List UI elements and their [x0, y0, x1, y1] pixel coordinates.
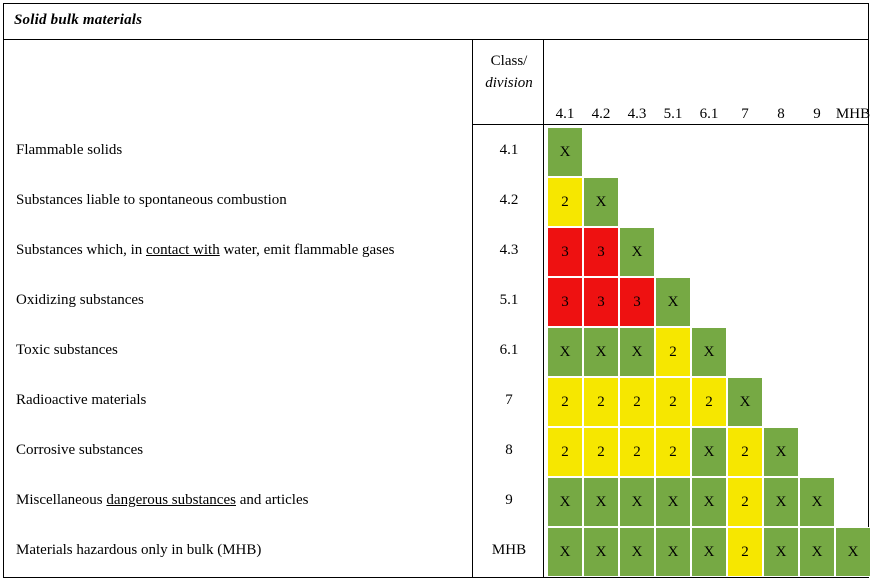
row-class-number: 6.1 [499, 342, 519, 358]
matrix-cell: X [763, 427, 799, 477]
matrix-cell: 2 [547, 177, 583, 227]
matrix-cell: 2 [727, 477, 763, 527]
row-class-number: 4.3 [499, 242, 519, 258]
matrix-cell: 2 [655, 327, 691, 377]
class-division-line2: division [485, 75, 533, 91]
matrix-cell: X [799, 477, 835, 527]
matrix-cell: X [619, 227, 655, 277]
matrix-cell: 2 [727, 527, 763, 577]
matrix-cell: 2 [547, 427, 583, 477]
class-division-line1: Class/ [490, 53, 528, 69]
matrix-cell: 2 [727, 427, 763, 477]
column-header: MHB [835, 106, 871, 122]
matrix-cell: 2 [619, 377, 655, 427]
row-class-number: 4.2 [499, 192, 519, 208]
matrix-cell: X [655, 477, 691, 527]
row-label: Miscellaneous dangerous substances and articles [16, 492, 309, 508]
row-label: Oxidizing substances [16, 292, 144, 308]
matrix-cell: X [547, 477, 583, 527]
matrix-cell: 3 [583, 227, 619, 277]
matrix-cell: X [763, 477, 799, 527]
matrix-cell: 3 [547, 227, 583, 277]
matrix-cell: X [547, 527, 583, 577]
matrix-cell: X [583, 477, 619, 527]
matrix-cell: X [583, 527, 619, 577]
matrix-cell: 2 [655, 377, 691, 427]
matrix-cell: X [619, 527, 655, 577]
column-header: 5.1 [663, 106, 683, 122]
matrix-cell: 2 [691, 377, 727, 427]
matrix-cell: 2 [619, 427, 655, 477]
column-header: 4.3 [627, 106, 647, 122]
matrix-cell: X [583, 177, 619, 227]
matrix-cell: X [547, 327, 583, 377]
matrix-cell: X [691, 327, 727, 377]
column-header: 4.1 [555, 106, 575, 122]
page-title: Solid bulk materials [14, 12, 143, 28]
row-class-number: MHB [491, 542, 527, 558]
row-class-number: 5.1 [499, 292, 519, 308]
row-class-number: 4.1 [499, 142, 519, 158]
matrix-cell: X [691, 527, 727, 577]
row-class-number: 9 [505, 492, 513, 508]
row-label: Flammable solids [16, 142, 123, 158]
row-label: Substances which, in contact with water, emit flammable gases [16, 242, 395, 258]
row-label: Radioactive materials [16, 392, 147, 408]
column-header: 9 [813, 106, 821, 122]
matrix-cell: 3 [583, 277, 619, 327]
column-header: 7 [741, 106, 749, 122]
column-header: 4.2 [591, 106, 611, 122]
matrix-cell: 3 [619, 277, 655, 327]
matrix-cell: X [799, 527, 835, 577]
matrix-cell: X [763, 527, 799, 577]
row-class-number: 7 [505, 392, 513, 408]
row-label: Substances liable to spontaneous combustion [16, 192, 287, 208]
row-label: Corrosive substances [16, 442, 144, 458]
row-label: Materials hazardous only in bulk (MHB) [16, 542, 262, 558]
row-class-number: 8 [505, 442, 513, 458]
matrix-cell: X [835, 527, 871, 577]
matrix-cell: X [691, 477, 727, 527]
matrix-cell: X [619, 327, 655, 377]
title-bar [4, 4, 868, 40]
divider-left [472, 40, 473, 578]
header-rule [472, 124, 868, 125]
matrix-cell: X [547, 127, 583, 177]
matrix-cell: 3 [547, 277, 583, 327]
matrix-cell: X [655, 277, 691, 327]
segregation-table [4, 40, 871, 578]
divider-right [543, 40, 544, 578]
column-header: 8 [777, 106, 785, 122]
class-division-header [476, 50, 542, 94]
column-header: 6.1 [699, 106, 719, 122]
matrix-cell: 2 [547, 377, 583, 427]
matrix-cell: X [583, 327, 619, 377]
matrix-cell: X [655, 527, 691, 577]
matrix-cell: X [727, 377, 763, 427]
matrix-cell: 2 [583, 377, 619, 427]
row-label: Toxic substances [16, 342, 118, 358]
matrix-cell: X [619, 477, 655, 527]
matrix-cell: 2 [655, 427, 691, 477]
matrix-cell: X [691, 427, 727, 477]
table-frame [3, 3, 869, 578]
matrix-cell: 2 [583, 427, 619, 477]
